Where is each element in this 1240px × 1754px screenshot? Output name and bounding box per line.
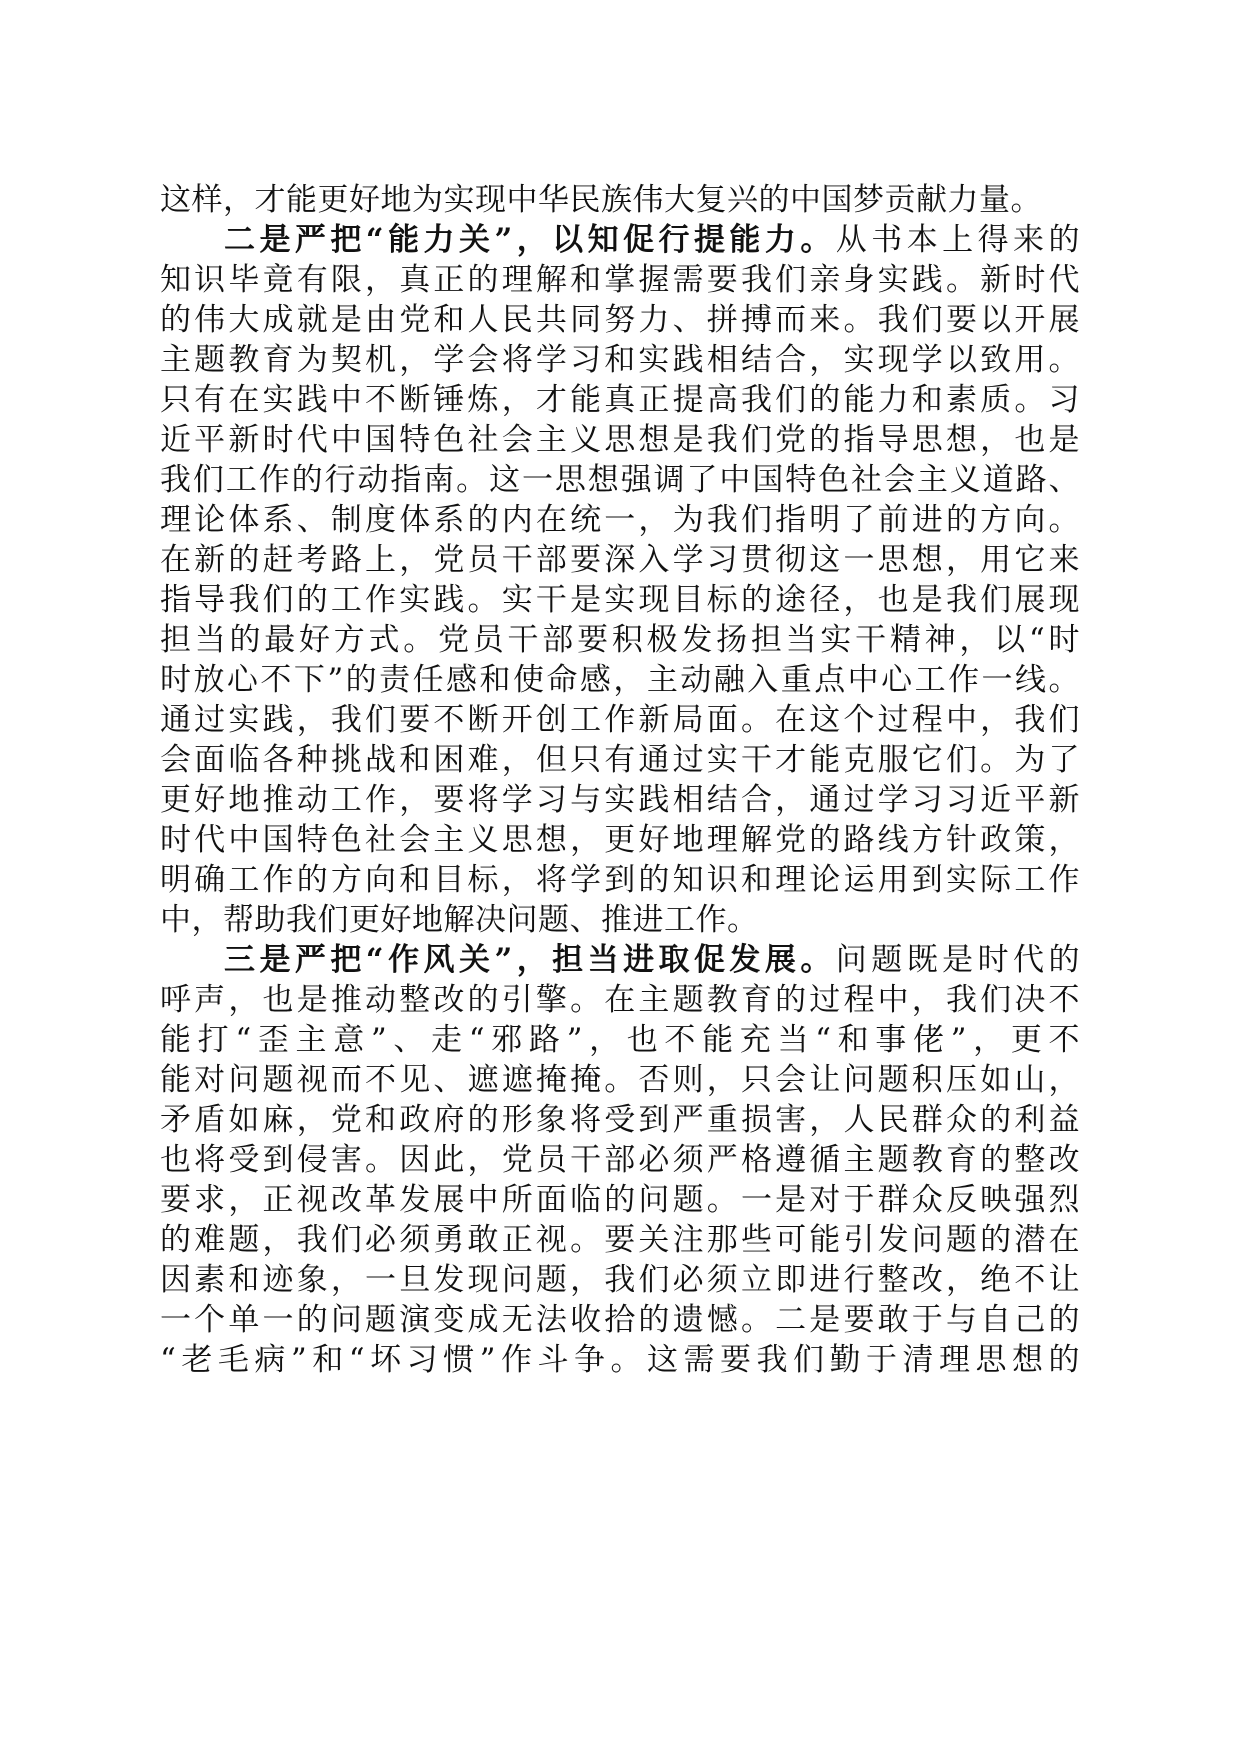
paragraph-2-lead: 从书本上得来的 <box>835 222 1081 258</box>
text-line: 通过实践，我们要不断开创工作新局面。在这个过程中，我们 <box>160 702 1080 738</box>
text-line: 会面临各种挑战和困难，但只有通过实干才能克服它们。为了 <box>160 742 1080 778</box>
text-line: 担当的最好方式。党员干部要积极发扬担当实干精神，以“时 <box>160 622 1080 658</box>
text-line: “老毛病”和“坏习惯”作斗争。这需要我们勤于清理思想的 <box>160 1342 1080 1378</box>
text-line: 理论体系、制度体系的内在统一，为我们指明了前进的方向。 <box>160 502 1080 538</box>
paragraph-2-first-line <box>224 220 1080 260</box>
text-line: 能对问题视而不见、遮遮掩掩。否则，只会让问题积压如山， <box>160 1062 1080 1098</box>
text-line: 我们工作的行动指南。这一思想强调了中国特色社会主义道路、 <box>160 462 1080 498</box>
paragraph-2-heading: 二是严把“能力关”，以知促行提能力。 <box>224 222 836 258</box>
text-line: 要求，正视改革发展中所面临的问题。一是对于群众反映强烈 <box>160 1182 1080 1218</box>
text-line: 近平新时代中国特色社会主义思想是我们党的指导思想，也是 <box>160 422 1080 458</box>
text-line: 时放心不下”的责任感和使命感，主动融入重点中心工作一线。 <box>160 662 1080 698</box>
text-line: 知识毕竟有限，真正的理解和掌握需要我们亲身实践。新时代 <box>160 262 1080 298</box>
text-line: 只有在实践中不断锤炼，才能真正提高我们的能力和素质。习 <box>160 382 1080 418</box>
paragraph-3-heading: 三是严把“作风关”，担当进取促发展。 <box>224 942 836 978</box>
text-line: 能打“歪主意”、走“邪路”，也不能充当“和事佬”，更不 <box>160 1022 1080 1058</box>
text-line: 这样，才能更好地为实现中华民族伟大复兴的中国梦贡献力量。 <box>160 182 1042 218</box>
text-line: 时代中国特色社会主义思想，更好地理解党的路线方针政策， <box>160 822 1080 858</box>
paragraph-3-lead: 问题既是时代的 <box>835 942 1081 978</box>
text-line: 主题教育为契机，学会将学习和实践相结合，实现学以致用。 <box>160 342 1080 378</box>
text-line: 的伟大成就是由党和人民共同努力、拼搏而来。我们要以开展 <box>160 302 1080 338</box>
text-line: 明确工作的方向和目标，将学到的知识和理论运用到实际工作 <box>160 862 1080 898</box>
text-line: 指导我们的工作实践。实干是实现目标的途径，也是我们展现 <box>160 582 1080 618</box>
paragraph-3-first-line <box>224 940 1080 980</box>
text-line: 在新的赶考路上，党员干部要深入学习贯彻这一思想，用它来 <box>160 542 1080 578</box>
text-line: 呼声，也是推动整改的引擎。在主题教育的过程中，我们决不 <box>160 982 1080 1018</box>
text-line: 中，帮助我们更好地解决问题、推进工作。 <box>160 902 759 938</box>
text-line: 一个单一的问题演变成无法收拾的遗憾。二是要敢于与自己的 <box>160 1302 1080 1338</box>
text-line: 的难题，我们必须勇敢正视。要关注那些可能引发问题的潜在 <box>160 1222 1080 1258</box>
text-line: 更好地推动工作，要将学习与实践相结合，通过学习习近平新 <box>160 782 1080 818</box>
text-line: 因素和迹象，一旦发现问题，我们必须立即进行整改，绝不让 <box>160 1262 1080 1298</box>
text-line: 矛盾如麻，党和政府的形象将受到严重损害，人民群众的利益 <box>160 1102 1080 1138</box>
text-line: 也将受到侵害。因此，党员干部必须严格遵循主题教育的整改 <box>160 1142 1080 1178</box>
